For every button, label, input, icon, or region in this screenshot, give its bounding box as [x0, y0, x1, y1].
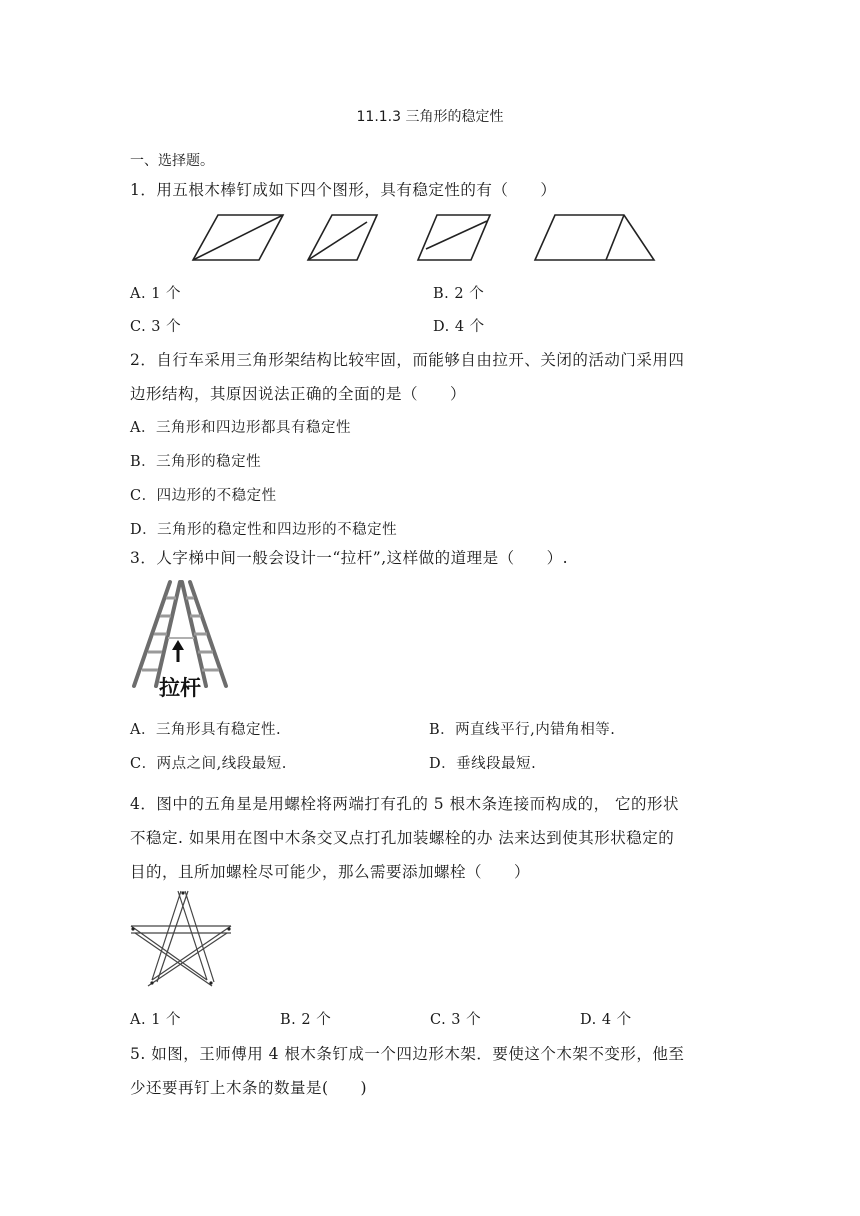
q1-figure-4: [535, 215, 654, 260]
q1-option-b: B. 2 个: [433, 286, 485, 302]
q3-option-c: C．两点之间,线段最短.: [130, 756, 287, 772]
q2-option-c: C．四边形的不稳定性: [130, 488, 277, 504]
question-1-stem: 1．用五根木棒钉成如下四个图形，具有稳定性的有（ ）: [130, 181, 557, 199]
q2-option-b: B．三角形的稳定性: [130, 454, 262, 470]
question-3-stem: 3．人字梯中间一般会设计一“拉杆”,这样做的道理是（ ）.: [130, 549, 569, 567]
q2-option-d: D．三角形的稳定性和四边形的不稳定性: [130, 522, 398, 538]
q1-figures: [190, 212, 690, 272]
q1-option-c: C. 3 个: [130, 319, 182, 335]
q2-option-a: A．三角形和四边形都具有稳定性: [130, 420, 351, 436]
question-2-stem-line2: 边形结构，其原因说法正确的全面的是（ ）: [130, 385, 467, 403]
question-5-stem-line1: 5. 如图，王师傅用 4 根木条钉成一个四边形木架．要使这个木架不变形，他至: [130, 1045, 685, 1063]
question-5-stem-line2: 少还要再钉上木条的数量是( ): [130, 1079, 368, 1097]
q4-option-c: C. 3 个: [430, 1012, 482, 1028]
ladder-label: 拉杆: [159, 676, 201, 700]
question-4-stem-line2: 不稳定. 如果用在图中木条交叉点打孔加装螺栓的办 法来达到使其形状稳定的: [130, 829, 675, 847]
question-2-stem-line1: 2．自行车采用三角形架结构比较牢固，而能够自由拉开、关闭的活动门采用四: [130, 351, 685, 369]
section-heading: 一、选择题。: [130, 153, 214, 169]
q1-figure-3: [418, 215, 490, 260]
q4-option-a: A. 1 个: [130, 1012, 182, 1028]
star-image: [128, 888, 238, 988]
question-4-stem-line3: 目的，且所加螺栓尽可能少，那么需要添加螺栓（ ）: [130, 863, 531, 881]
q3-option-d: D．垂线段最短.: [429, 756, 537, 772]
q1-option-d: D. 4 个: [433, 319, 485, 335]
page-title: 11.1.3 三角形的稳定性: [356, 109, 504, 125]
question-4-stem-line1: 4．图中的五角星是用螺栓将两端打有孔的 5 根木条连接而构成的， 它的形状: [130, 795, 680, 813]
q4-option-b: B. 2 个: [280, 1012, 332, 1028]
arrow-up-icon: [172, 640, 184, 662]
q3-option-b: B．两直线平行,内错角相等.: [429, 722, 616, 738]
q1-option-a: A. 1 个: [130, 286, 182, 302]
q3-option-a: A．三角形具有稳定性.: [130, 722, 282, 738]
q4-option-d: D. 4 个: [580, 1012, 632, 1028]
